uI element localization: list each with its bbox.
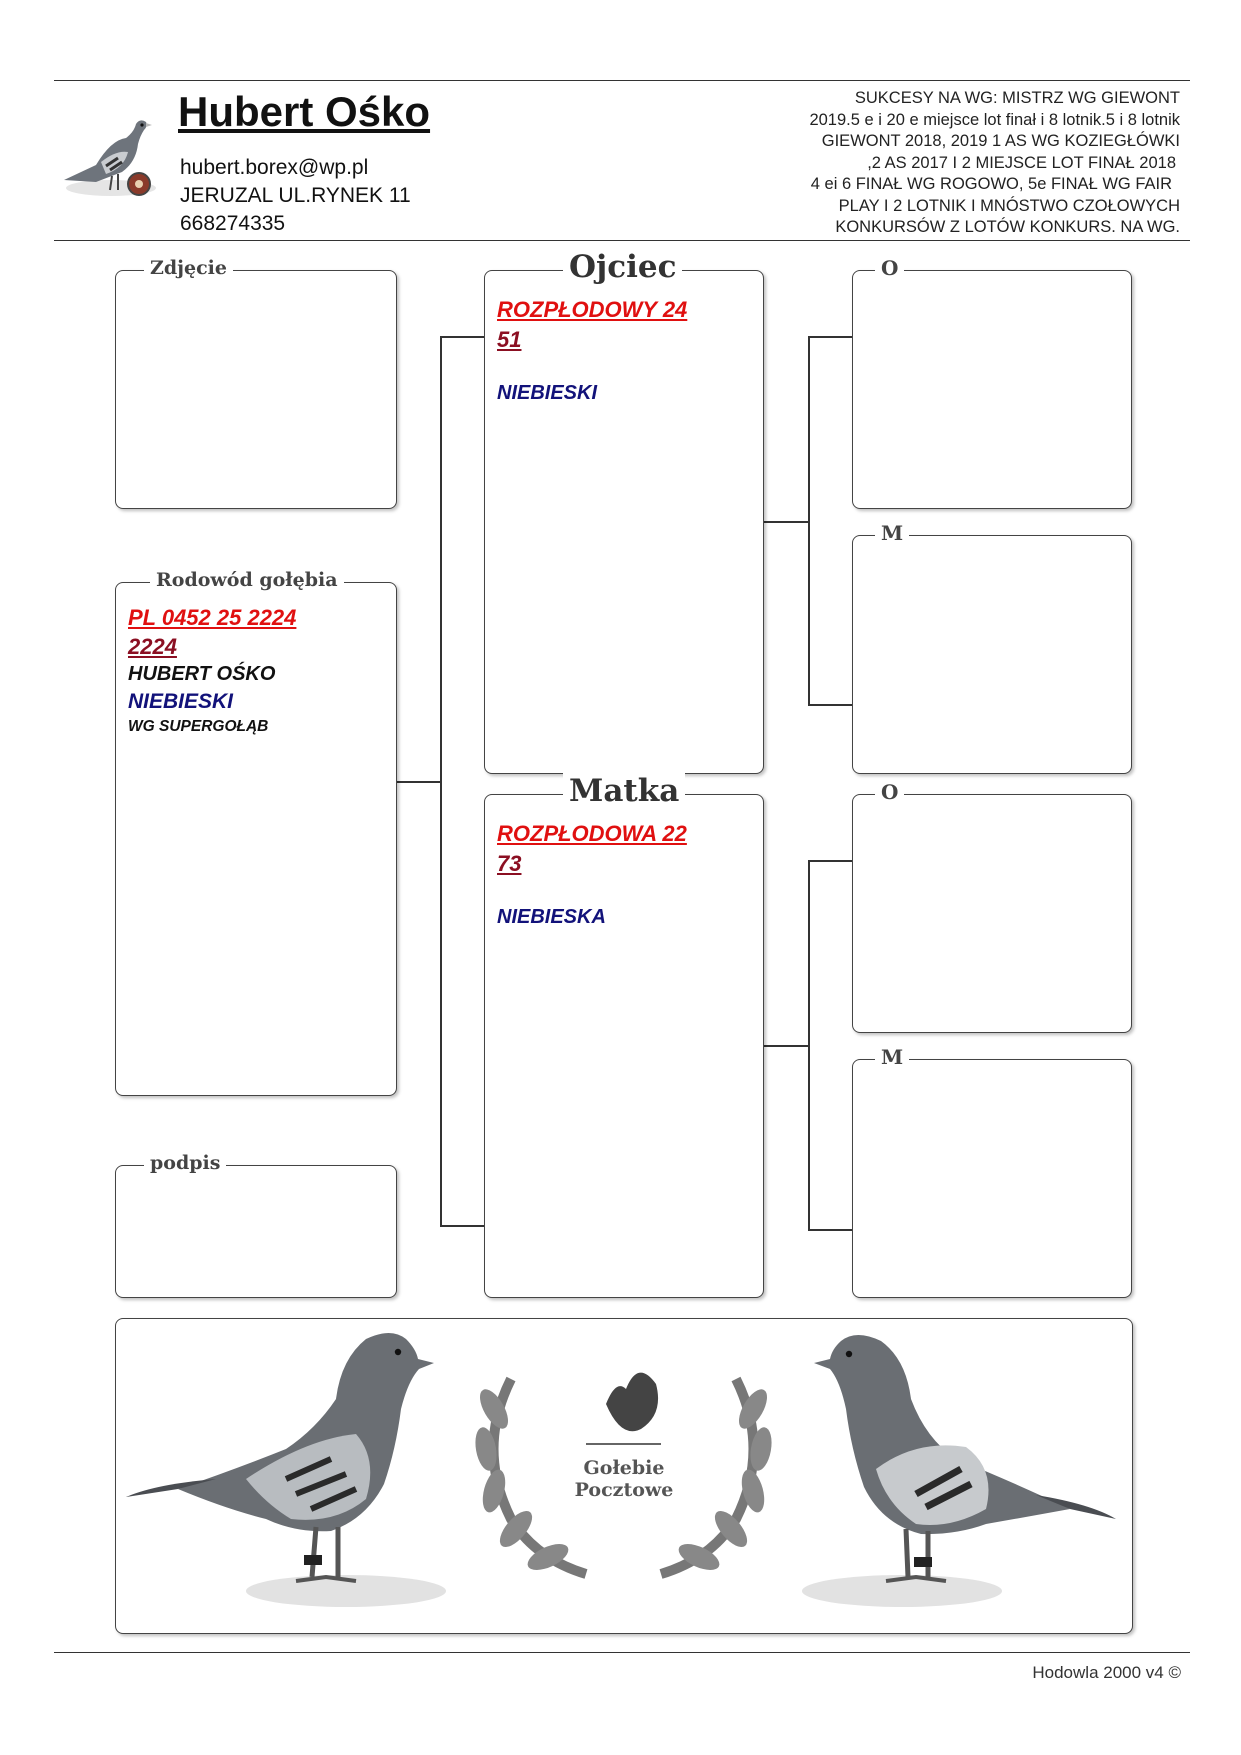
photo-box[interactable] (115, 257, 397, 509)
father-ring-line1: ROZPŁODOWY 24 (497, 297, 688, 322)
pigeon-ring-number: PL 0452 25 2224 (128, 605, 297, 630)
father-box[interactable] (484, 249, 764, 774)
logo-text-line2: Pocztowe (574, 1479, 674, 1501)
connector-line (808, 860, 852, 862)
father-color: NIEBIESKI (497, 382, 598, 404)
mother-mother-legend: M (875, 1045, 909, 1069)
header-top-rule (54, 80, 1190, 81)
connector-line (808, 336, 810, 705)
connector-line (440, 336, 442, 1226)
breeder-phone: 668274335 (180, 212, 286, 235)
mother-content (497, 819, 753, 931)
breeder-email: hubert.borex@wp.pl (180, 156, 369, 179)
success-text (700, 88, 1180, 239)
header-bottom-rule (54, 240, 1190, 241)
banner-box (115, 1318, 1133, 1634)
footer-rule (54, 1652, 1190, 1653)
pigeon-owner: HUBERT OŚKO (128, 663, 276, 685)
connector-line (440, 1225, 484, 1227)
pigeon-content (128, 603, 386, 738)
success-line: PLAY I 2 LOTNIK I MNÓSTWO CZOŁOWYCH (838, 196, 1180, 215)
father-father-legend: O (875, 256, 904, 280)
pigeon-box[interactable] (115, 569, 397, 1096)
success-line: SUKCESY NA WG: MISTRZ WG GIEWONT (854, 89, 1180, 107)
connector-line (808, 1229, 852, 1231)
connector-line (808, 704, 852, 706)
connector-line (808, 860, 810, 1230)
footer-credit: Hodowla 2000 v4 © (1032, 1663, 1181, 1682)
right-pigeon-icon (802, 1335, 1116, 1607)
father-mother-box[interactable] (852, 521, 1132, 774)
father-father-box[interactable] (852, 256, 1132, 509)
mother-ring-line2: 73 (497, 851, 522, 876)
pigeon-logo-icon (56, 110, 166, 206)
breeder-contact (180, 154, 411, 238)
pigeon-legend: Rodowód gołębia (150, 569, 344, 591)
connector-line (762, 521, 808, 523)
signature-box[interactable] (115, 1152, 397, 1298)
father-ring-line2: 51 (497, 327, 522, 352)
success-line: GIEWONT 2018, 2019 1 AS WG KOZIEGŁÓWKI (821, 132, 1180, 150)
mother-box[interactable] (484, 773, 764, 1298)
breeder-address: JERUZAL UL.RYNEK 11 (180, 184, 411, 207)
pigeon-note: WG SUPERGOŁĄB (128, 718, 269, 735)
father-mother-legend: M (875, 521, 909, 545)
mother-father-legend: O (875, 780, 904, 804)
left-pigeon-icon (126, 1333, 446, 1607)
father-legend: Ojciec (563, 249, 682, 285)
photo-legend: Zdjęcie (144, 257, 233, 279)
success-line: 2019.5 e i 20 e miejsce lot finał i 8 lotnik.5 i 8 lotnik (809, 110, 1180, 129)
pigeon-ring-suffix: 2224 (128, 634, 177, 659)
connector-line (808, 336, 852, 338)
banner-illustration (116, 1319, 1132, 1633)
connector-line (440, 336, 484, 338)
success-line: KONKURSÓW Z LOTÓW KONKURS. NA WG. (835, 218, 1180, 236)
signature-legend: podpis (144, 1152, 226, 1174)
mother-legend: Matka (563, 773, 685, 809)
success-line: ,2 AS 2017 I 2 MIEJSCE LOT FINAŁ 2018 (867, 153, 1176, 172)
mother-color: NIEBIESKA (497, 906, 606, 928)
success-line: 4 ei 6 FINAŁ WG ROGOWO, 5e FINAŁ WG FAIR (810, 175, 1172, 193)
mother-father-box[interactable] (852, 780, 1132, 1033)
logo-text-line1: Gołebie (583, 1457, 665, 1479)
mother-ring-line1: ROZPŁODOWA 22 (497, 821, 687, 846)
father-content (497, 295, 753, 407)
pigeon-color: NIEBIESKI (128, 690, 234, 713)
connector-line (762, 1045, 808, 1047)
connector-line (395, 781, 440, 783)
mother-mother-box[interactable] (852, 1045, 1132, 1298)
breeder-name: Hubert Ośko (178, 88, 431, 135)
